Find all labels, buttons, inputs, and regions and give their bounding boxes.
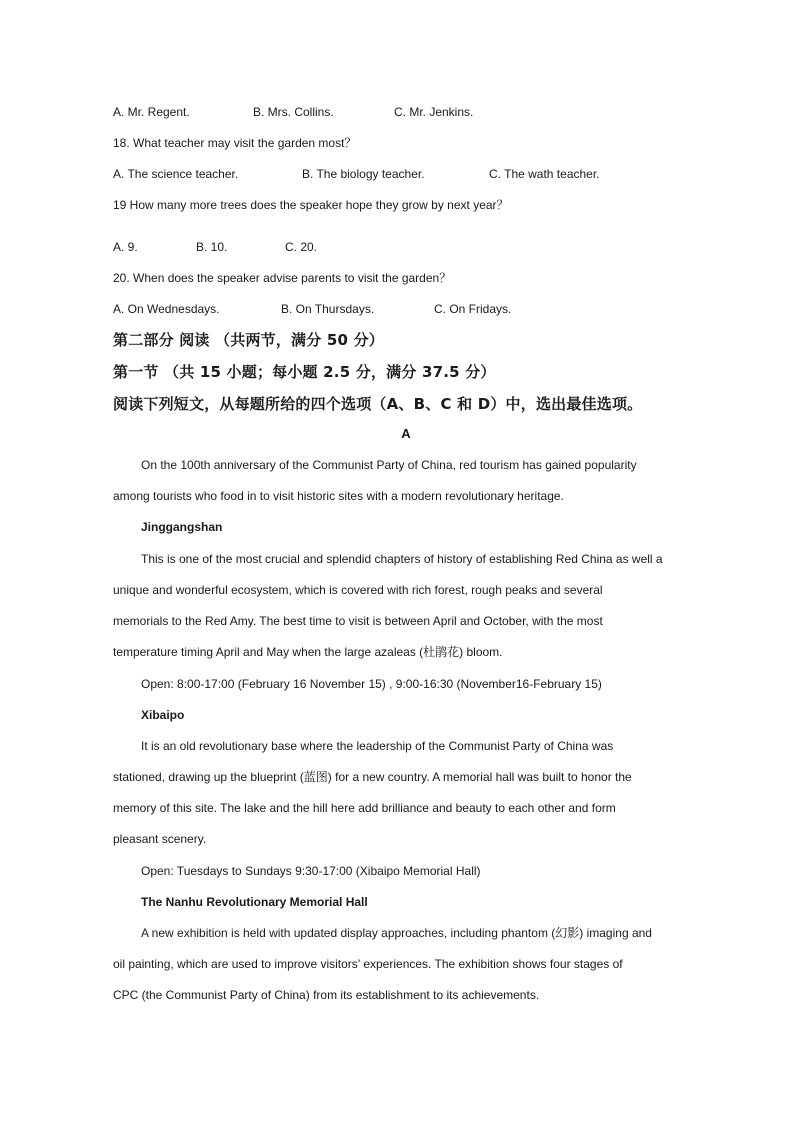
xibaipo-line-2: stationed, drawing up the blueprint (蓝图) for a new country. A memorial hall was built to honor the [113,770,632,784]
q17-option-a: A. Mr. Regent. [113,105,190,119]
xibaipo-line-3: memory of this site. The lake and the hill here add brilliance and beauty to each other and form [113,801,616,815]
q17-option-b: B. Mrs. Collins. [253,105,334,119]
jinggangshan-line-4: temperature timing April and May when the large azaleas (杜鹃花) bloom. [113,645,503,659]
q20-question: 20. When does the speaker advise parents to visit the garden？ [113,271,452,285]
nanhu-line-3: CPC (the Communist Party of China) from its establishment to its achievements. [113,988,540,1002]
nanhu-title: The Nanhu Revolutionary Memorial Hall [141,895,368,909]
intro-line-1: On the 100th anniversary of the Communist Party of China, red tourism has gained popularity [141,458,637,472]
q19-question: 19 How many more trees does the speaker hope they grow by next year？ [113,198,509,212]
nanhu-line-1: A new exhibition is held with updated display approaches, including phantom (幻影) imaging and [141,926,652,940]
q18-question: 18. What teacher may visit the garden most？ [113,136,357,150]
q18-option-b: B. The biology teacher. [302,167,425,181]
q18-option-c: C. The wath teacher. [489,167,600,181]
jinggangshan-line-2: unique and wonderful ecosystem, which is covered with rich forest, rough peaks and several [113,583,603,597]
reading-instruction: 阅读下列短文，从每题所给的四个选项（A、B、C 和 D）中，选出最佳选项。 [113,395,643,413]
xibaipo-title: Xibaipo [141,708,185,722]
q20-option-c: C. On Fridays. [434,302,512,316]
jinggangshan-line-3: memorials to the Red Amy. The best time to visit is between April and October, with the most [113,614,603,628]
section1-heading: 第一节 （共 15 小题；每小题 2.5 分，满分 37.5 分） [113,363,496,381]
xibaipo-line-4: pleasant scenery. [113,832,207,846]
part2-heading: 第二部分 阅读 （共两节，满分 50 分） [113,331,384,349]
xibaipo-line-1: It is an old revolutionary base where the leadership of the Communist Party of China was [141,739,614,753]
jinggangshan-open: Open: 8:00-17:00 (February 16 November 15) , 9:00-16:30 (November16-February 15) [141,677,602,691]
nanhu-line-2: oil painting, which are used to improve visitors’ experiences. The exhibition shows four stages of [113,957,623,971]
q20-option-a: A. On Wednesdays. [113,302,220,316]
q19-option-a: A. 9. [113,240,138,254]
q19-option-c: C. 20. [285,240,318,254]
jinggangshan-title: Jinggangshan [141,520,223,534]
jinggangshan-line-1: This is one of the most crucial and splendid chapters of history of establishing Red China as well a [141,552,663,566]
xibaipo-open: Open: Tuesdays to Sundays 9:30-17:00 (Xibaipo Memorial Hall) [141,864,481,878]
intro-line-2: among tourists who food in to visit historic sites with a modern revolutionary heritage. [113,489,564,503]
passage-label: A [401,426,411,441]
q17-option-c: C. Mr. Jenkins. [394,105,474,119]
q18-option-a: A. The science teacher. [113,167,239,181]
q20-option-b: B. On Thursdays. [281,302,375,316]
q19-option-b: B. 10. [196,240,228,254]
